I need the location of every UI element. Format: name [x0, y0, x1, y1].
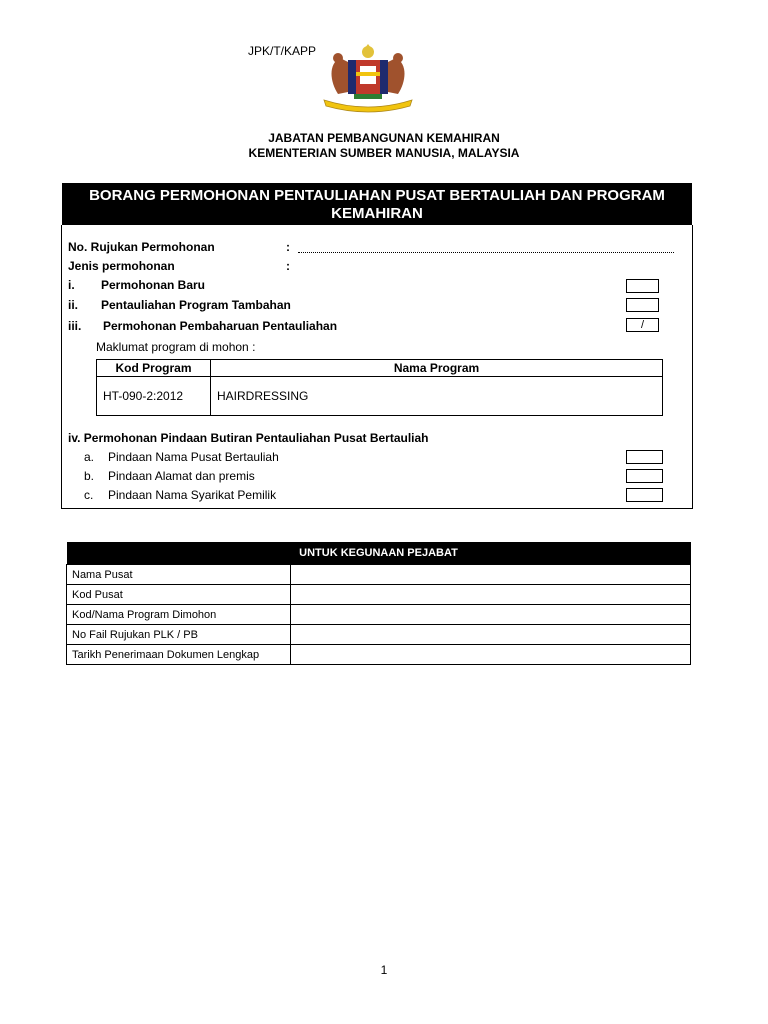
option-number: iii. — [68, 319, 82, 333]
column-header-program-name: Nama Program — [211, 360, 663, 377]
office-row-value[interactable] — [291, 585, 691, 605]
reference-number-label: No. Rujukan Permohonan — [68, 240, 215, 254]
table-row — [97, 377, 663, 416]
reference-colon: : — [286, 240, 290, 254]
option-new-application-label: Permohonan Baru — [101, 278, 206, 292]
program-code-cell[interactable]: HT-090-2:2012 — [97, 377, 211, 416]
amend-address-checkbox[interactable] — [626, 469, 663, 483]
office-row-label: Kod Pusat — [67, 585, 291, 605]
form-title — [62, 183, 692, 225]
table-row — [67, 565, 691, 585]
program-table — [96, 359, 663, 416]
reference-number-field[interactable] — [298, 252, 674, 253]
office-row-label: Kod/Nama Program Dimohon — [67, 605, 291, 625]
amendment-letter: b. — [84, 469, 95, 483]
table-row — [67, 625, 691, 645]
reference-code: JPK/T/KAPP — [248, 44, 317, 58]
office-row-value[interactable] — [291, 565, 691, 585]
page-number: 1 — [380, 963, 388, 977]
amend-center-name-label: Pindaan Nama Pusat Bertauliah — [108, 450, 279, 464]
office-row-label: Tarikh Penerimaan Dokumen Lengkap — [67, 645, 291, 665]
amendment-heading: iv. Permohonan Pindaan Butiran Pentauliahan Pusat Bertauliah — [68, 431, 429, 445]
office-row-label: No Fail Rujukan PLK / PB — [67, 625, 291, 645]
program-info-label: Maklumat program di mohon : — [96, 340, 256, 354]
new-application-checkbox[interactable] — [626, 279, 659, 293]
office-use-table — [66, 542, 691, 665]
amend-address-label: Pindaan Alamat dan premis — [108, 469, 255, 483]
table-row — [67, 585, 691, 605]
amend-center-name-checkbox[interactable] — [626, 450, 663, 464]
application-type-label: Jenis permohonan — [68, 259, 175, 273]
application-type-colon: : — [286, 259, 290, 273]
amend-owner-checkbox[interactable] — [626, 488, 663, 502]
amendment-letter: a. — [84, 450, 95, 464]
ministry-name: KEMENTERIAN SUMBER MANUSIA, MALAYSIA — [248, 146, 520, 160]
coat-of-arms-logo — [318, 42, 418, 114]
office-row-value[interactable] — [291, 625, 691, 645]
form-title-line1: BORANG PERMOHONAN PENTAULIAHAN PUSAT BERTAULIAH DAN PROGRAM — [89, 187, 665, 204]
column-header-program-code: Kod Program — [97, 360, 211, 377]
amend-owner-label: Pindaan Nama Syarikat Pemilik — [108, 488, 277, 502]
option-number: i. — [68, 278, 75, 292]
additional-program-checkbox[interactable] — [626, 298, 659, 312]
option-number: ii. — [68, 298, 79, 312]
office-row-label: Nama Pusat — [67, 565, 291, 585]
office-row-value[interactable] — [291, 645, 691, 665]
renewal-checkbox[interactable]: / — [626, 318, 659, 332]
form-title-line2: KEMAHIRAN — [331, 205, 423, 222]
amendment-letter: c. — [84, 488, 94, 502]
option-renewal-label: Permohonan Pembaharuan Pentauliahan — [103, 319, 338, 333]
option-additional-program-label: Pentauliahan Program Tambahan — [101, 298, 291, 312]
table-row — [67, 645, 691, 665]
office-use-title: UNTUK KEGUNAAN PEJABAT — [67, 542, 691, 565]
office-row-value[interactable] — [291, 605, 691, 625]
table-row — [67, 605, 691, 625]
program-name-cell[interactable]: HAIRDRESSING — [211, 377, 663, 416]
organization-name: JABATAN PEMBANGUNAN KEMAHIRAN — [268, 131, 500, 145]
